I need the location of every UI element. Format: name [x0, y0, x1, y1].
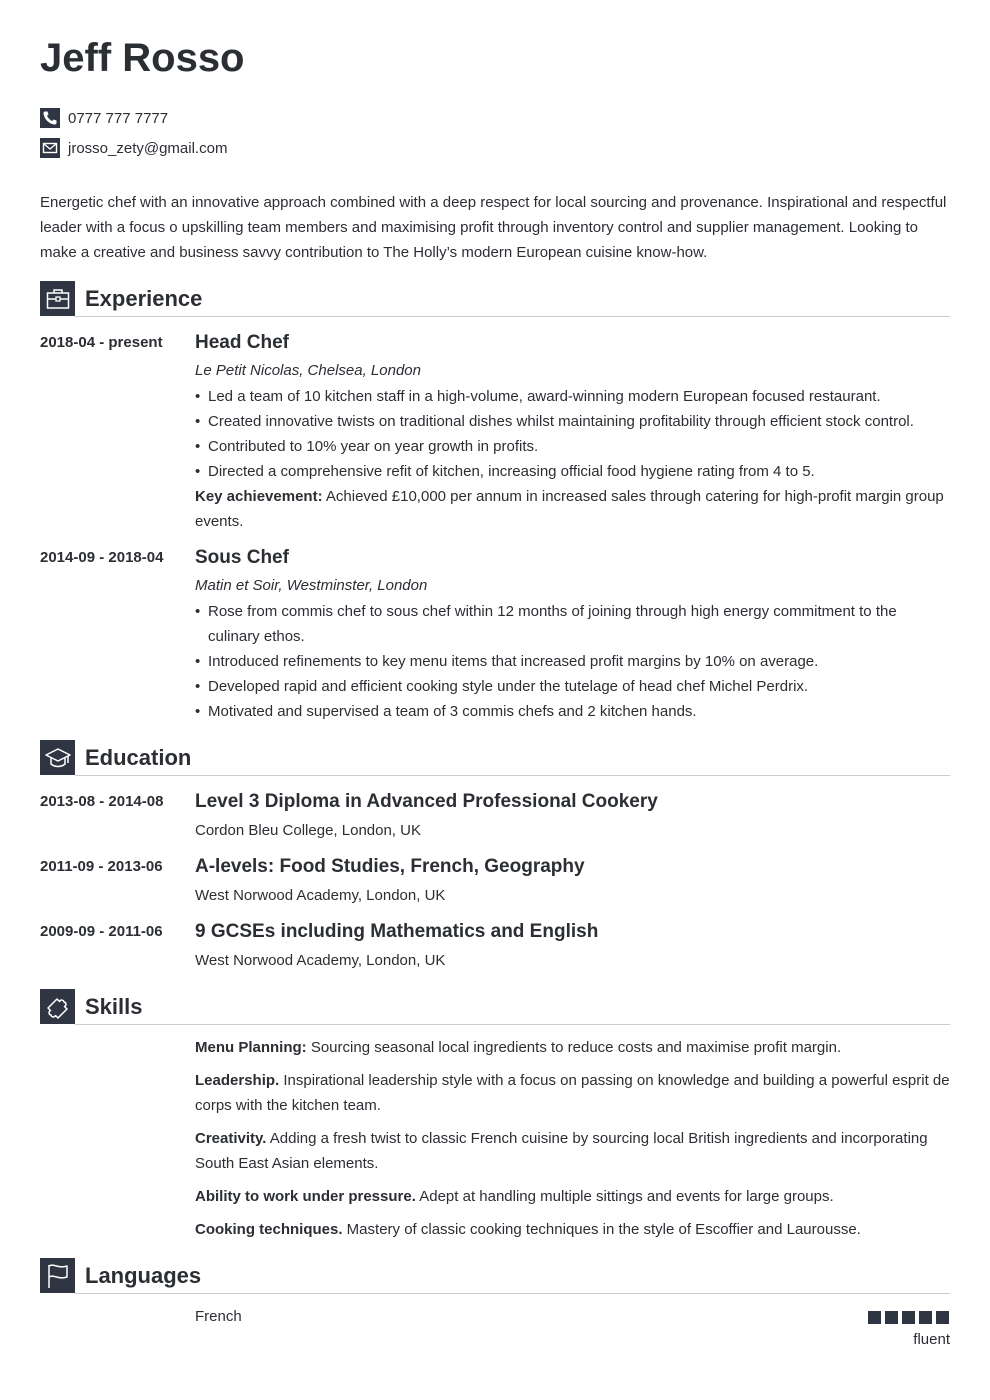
candidate-name: Jeff Rosso: [40, 36, 245, 80]
languages-title: Languages: [85, 1263, 202, 1288]
achievement-label: Key achievement:: [195, 488, 323, 505]
job-employer: Le Petit Nicolas, Chelsea, London: [195, 362, 421, 379]
contact-email: [40, 138, 227, 158]
skill-label: Leadership.: [195, 1072, 280, 1089]
achievement-text: Achieved £10,000 per annum in increased sales through catering for high-profit margin group events.: [195, 488, 944, 530]
skill-item: [195, 1184, 950, 1209]
skill-text: Adept at handling multiple sittings and events for large groups.: [415, 1188, 834, 1205]
job-title: Head Chef: [195, 332, 289, 353]
language-name: French: [195, 1308, 242, 1325]
job-employer: Matin et Soir, Westminster, London: [195, 577, 428, 594]
skill-label: Menu Planning:: [195, 1039, 307, 1056]
envelope-icon: [40, 138, 60, 158]
job-bullet: • Motivated and supervised a team of 3 commis chefs and 2 kitchen hands.: [195, 699, 950, 724]
flag-icon: [40, 1258, 75, 1293]
rating-square: [936, 1311, 949, 1324]
job-bullet: • Created innovative twists on traditional dishes whilst maintaining profitability through efficient stock control.: [195, 409, 950, 434]
skill-text: Adding a fresh twist to classic French cuisine by sourcing local British ingredients and incorporating South East Asian elements.: [195, 1130, 928, 1172]
puzzle-piece-icon: [40, 989, 75, 1024]
skill-item: [195, 1068, 950, 1118]
section-divider: [75, 775, 950, 776]
job-bullet: • Contributed to 10% year on year growth in profits.: [195, 434, 950, 459]
contact-phone: [40, 108, 168, 128]
job-bullet: • Rose from commis chef to sous chef within 12 months of joining through high energy commitment to the culinary ethos.: [195, 599, 950, 649]
profile-summary: Energetic chef with an innovative approach combined with a deep respect for local sourcing and provenance. Inspirational and respectful leader with a focus o upskilling team members and maximising profit through inventory control and supplier management. Looking to make a creative and business savvy contribution to The Holly’s modern European cuisine know-how.: [40, 194, 947, 261]
skill-label: Ability to work under pressure.: [195, 1188, 416, 1205]
job-bullet: • Developed rapid and efficient cooking style under the tutelage of head chef Michel Perdrix.: [195, 674, 950, 699]
phone-icon: [40, 108, 60, 128]
job-bullet: • Directed a comprehensive refit of kitchen, increasing official food hygiene rating from 4 to 5.: [195, 459, 950, 484]
school-name: West Norwood Academy, London, UK: [195, 887, 446, 904]
skill-text: Mastery of classic cooking techniques in the style of Escoffier and Laurousse.: [342, 1221, 861, 1238]
education-dates: 2009-09 - 2011-06: [40, 923, 163, 940]
rating-square: [919, 1311, 932, 1324]
school-name: West Norwood Academy, London, UK: [195, 952, 446, 969]
rating-square: [902, 1311, 915, 1324]
job-bullets: [195, 384, 950, 484]
languages-section-header: [40, 1258, 950, 1294]
degree-title: A-levels: Food Studies, French, Geography: [195, 856, 585, 877]
job-dates: 2014-09 - 2018-04: [40, 549, 164, 566]
language-rating: [868, 1311, 949, 1324]
job-dates: 2018-04 - present: [40, 334, 163, 351]
job-title: Sous Chef: [195, 547, 289, 568]
rating-square: [885, 1311, 898, 1324]
rating-square: [868, 1311, 881, 1324]
experience-section-header: [40, 281, 950, 317]
skill-item: [195, 1217, 950, 1242]
degree-title: Level 3 Diploma in Advanced Professional Cookery: [195, 791, 658, 812]
section-divider: [75, 1293, 950, 1294]
skills-title: Skills: [85, 994, 143, 1019]
phone-text[interactable]: 0777 777 7777: [68, 109, 169, 127]
experience-title: Experience: [85, 286, 203, 311]
skill-label: Creativity.: [195, 1130, 267, 1147]
education-section-header: [40, 740, 950, 776]
skills-section-header: [40, 989, 950, 1025]
graduation-cap-icon: [40, 740, 75, 775]
skill-item: [195, 1035, 950, 1060]
job-bullets: [195, 599, 950, 724]
email-text[interactable]: jrosso_zety@gmail.com: [68, 139, 228, 157]
education-dates: 2013-08 - 2014-08: [40, 793, 164, 810]
degree-title: 9 GCSEs including Mathematics and English: [195, 921, 599, 942]
job-bullet: • Introduced refinements to key menu items that increased profit margins by 10% on average.: [195, 649, 950, 674]
skill-item: [195, 1126, 950, 1176]
education-dates: 2011-09 - 2013-06: [40, 858, 163, 875]
skill-text: Sourcing seasonal local ingredients to reduce costs and maximise profit margin.: [306, 1039, 842, 1056]
key-achievement: [195, 484, 950, 534]
language-level: fluent: [913, 1331, 950, 1348]
skill-text: Inspirational leadership style with a focus on passing on knowledge and building a powerful esprit de corps with the kitchen team.: [195, 1072, 950, 1114]
section-divider: [75, 316, 950, 317]
school-name: Cordon Bleu College, London, UK: [195, 822, 421, 839]
job-bullet: • Led a team of 10 kitchen staff in a high-volume, award-winning modern European focused restaurant.: [195, 384, 950, 409]
education-title: Education: [85, 745, 192, 770]
skill-label: Cooking techniques.: [195, 1221, 343, 1238]
briefcase-icon: [40, 281, 75, 316]
section-divider: [75, 1024, 950, 1025]
